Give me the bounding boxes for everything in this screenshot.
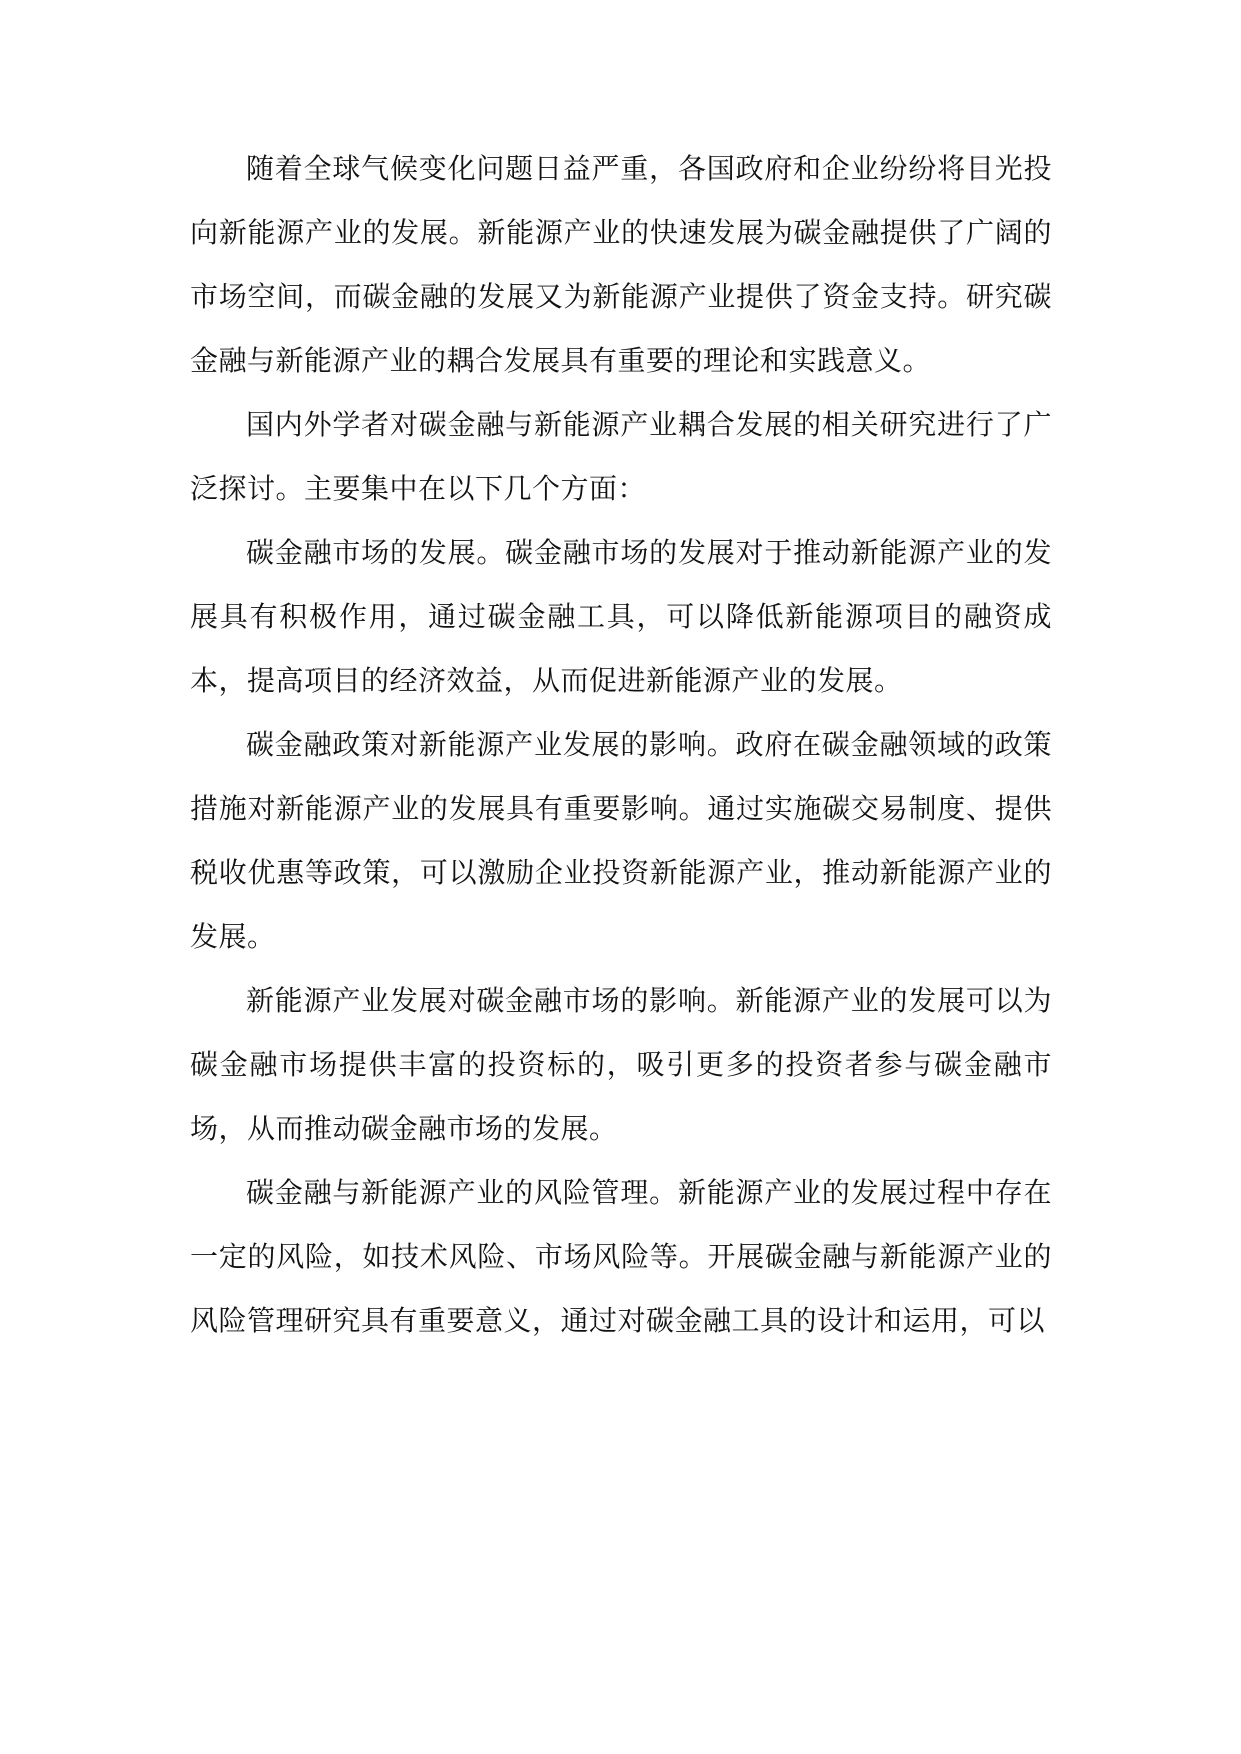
document-body bbox=[190, 137, 1052, 1353]
paragraph-6: 碳金融与新能源产业的风险管理。新能源产业的发展过程中存在一定的风险，如技术风险、市场风险等。开展碳金融与新能源产业的风险管理研究具有重要意义，通过对碳金融工具的设计和运用，可以 bbox=[190, 1176, 1052, 1337]
paragraph-2: 国内外学者对碳金融与新能源产业耦合发展的相关研究进行了广泛探讨。主要集中在以下几个方面： bbox=[190, 408, 1052, 505]
paragraph-3: 碳金融市场的发展。碳金融市场的发展对于推动新能源产业的发展具有积极作用，通过碳金融工具，可以降低新能源项目的融资成本，提高项目的经济效益，从而促进新能源产业的发展。 bbox=[190, 536, 1052, 697]
paragraph-1: 随着全球气候变化问题日益严重，各国政府和企业纷纷将目光投向新能源产业的发展。新能源产业的快速发展为碳金融提供了广阔的市场空间，而碳金融的发展又为新能源产业提供了资金支持。研究碳金融与新能源产业的耦合发展具有重要的理论和实践意义。 bbox=[190, 152, 1052, 377]
paragraph-5: 新能源产业发展对碳金融市场的影响。新能源产业的发展可以为碳金融市场提供丰富的投资标的，吸引更多的投资者参与碳金融市场，从而推动碳金融市场的发展。 bbox=[190, 984, 1052, 1145]
paragraph-4: 碳金融政策对新能源产业发展的影响。政府在碳金融领域的政策措施对新能源产业的发展具有重要影响。通过实施碳交易制度、提供税收优惠等政策，可以激励企业投资新能源产业，推动新能源产业的发展。 bbox=[190, 728, 1052, 953]
